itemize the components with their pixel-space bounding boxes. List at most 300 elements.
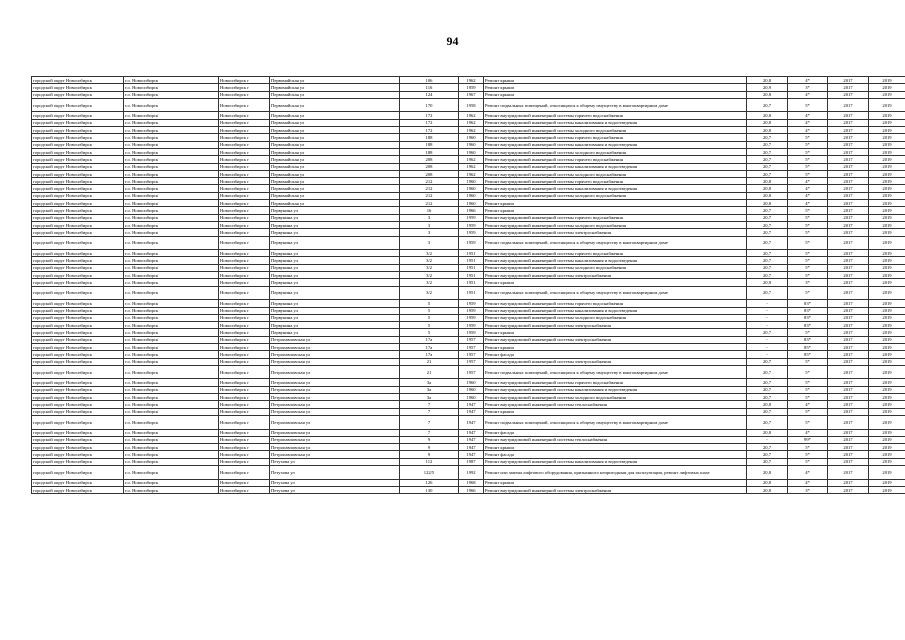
criterion-cell: 5* — [788, 386, 828, 393]
settlement-cell: Новосибирск г — [219, 127, 270, 134]
table-row — [32, 351, 905, 358]
criterion-cell: 5* — [788, 236, 828, 250]
build-year-cell: 1960 — [459, 178, 484, 185]
wear-percent-cell: 20,9 — [747, 279, 788, 286]
settlement-cell: Новосибирск г — [219, 229, 270, 236]
table-row — [32, 408, 905, 415]
wear-percent-cell: 20,9 — [747, 84, 788, 91]
end-year-cell: 2019 — [869, 444, 905, 451]
criterion-cell: 5* — [788, 394, 828, 401]
municipal-district-cell: городской округ Новосибирск — [32, 386, 124, 393]
criterion-cell: 5* — [788, 156, 828, 163]
settlement-cell: Новосибирск г — [219, 286, 270, 300]
build-year-cell: 1951 — [459, 279, 484, 286]
city-district-cell: г.о. Новосибирск — [124, 207, 219, 214]
table-row — [32, 286, 905, 300]
house-number-cell: 7 — [400, 429, 459, 436]
settlement-cell: Новосибирск г — [219, 307, 270, 314]
city-district-cell: г.о. Новосибирск — [124, 394, 219, 401]
work-type-cell: Ремонт внутридомовой инженерной системы горячего водоснабжения — [484, 300, 747, 307]
table-row — [32, 272, 905, 279]
wear-percent-cell: 20,8 — [747, 192, 788, 199]
municipal-district-cell: городской округ Новосибирск — [32, 486, 124, 493]
municipal-district-cell: городской округ Новосибирск — [32, 329, 124, 336]
settlement-cell: Новосибирск г — [219, 429, 270, 436]
settlement-cell: Новосибирск г — [219, 415, 270, 429]
street-cell: Первунина ул — [270, 229, 400, 236]
street-cell: Первомайская ул — [270, 84, 400, 91]
table-row — [32, 322, 905, 329]
city-district-cell: г.о. Новосибирск — [124, 300, 219, 307]
criterion-cell: 4* — [788, 91, 828, 98]
wear-percent-cell: 20,8 — [747, 77, 788, 84]
end-year-cell: 2019 — [869, 286, 905, 300]
table-row — [32, 200, 905, 207]
city-district-cell: г.о. Новосибирск — [124, 156, 219, 163]
table-row — [32, 379, 905, 386]
start-year-cell: 2017 — [828, 192, 869, 199]
start-year-cell: 2017 — [828, 343, 869, 350]
city-district-cell: г.о. Новосибирск — [124, 351, 219, 358]
end-year-cell: 2019 — [869, 401, 905, 408]
street-cell: Петухова ул — [270, 486, 400, 493]
start-year-cell: 2017 — [828, 141, 869, 148]
wear-percent-cell: 20,7 — [747, 156, 788, 163]
street-cell: Петропавловская ул — [270, 408, 400, 415]
end-year-cell: 2019 — [869, 264, 905, 271]
house-number-cell: 212 — [400, 192, 459, 199]
street-cell: Петропавловская ул — [270, 336, 400, 343]
end-year-cell: 2019 — [869, 77, 905, 84]
wear-percent-cell: 20,7 — [747, 250, 788, 257]
municipal-district-cell: городской округ Новосибирск — [32, 98, 124, 112]
build-year-cell: 1951 — [459, 250, 484, 257]
work-type-cell: Ремонт внутридомовой инженерной системы теплоснабжения — [484, 401, 747, 408]
build-year-cell: 1957 — [459, 365, 484, 379]
settlement-cell: Новосибирск г — [219, 214, 270, 221]
build-year-cell: 1960 — [459, 200, 484, 207]
table-row — [32, 458, 905, 465]
end-year-cell: 2019 — [869, 229, 905, 236]
municipal-district-cell: городской округ Новосибирск — [32, 466, 124, 480]
work-type-cell: Ремонт внутридомовой инженерной системы холодного водоснабжения — [484, 394, 747, 401]
city-district-cell: г.о. Новосибирск — [124, 192, 219, 199]
municipal-district-cell: городской округ Новосибирск — [32, 479, 124, 486]
wear-percent-cell: - — [747, 351, 788, 358]
city-district-cell: г.о. Новосибирск — [124, 221, 219, 228]
end-year-cell: 2019 — [869, 329, 905, 336]
build-year-cell: 1987 — [459, 458, 484, 465]
city-district-cell: г.о. Новосибирск — [124, 214, 219, 221]
municipal-district-cell: городской округ Новосибирск — [32, 322, 124, 329]
build-year-cell: 1962 — [459, 112, 484, 119]
start-year-cell: 2017 — [828, 429, 869, 436]
end-year-cell: 2019 — [869, 214, 905, 221]
table-row — [32, 300, 905, 307]
criterion-cell: 4* — [788, 479, 828, 486]
table-row — [32, 127, 905, 134]
table-row — [32, 336, 905, 343]
settlement-cell: Новосибирск г — [219, 148, 270, 155]
house-number-cell: 188 — [400, 148, 459, 155]
house-number-cell: 188 — [400, 134, 459, 141]
repair-schedule-table — [31, 76, 905, 494]
house-number-cell: 124 — [400, 91, 459, 98]
house-number-cell: 212 — [400, 185, 459, 192]
wear-percent-cell: 20,8 — [747, 479, 788, 486]
house-number-cell: 3/2 — [400, 257, 459, 264]
build-year-cell: 1967 — [459, 91, 484, 98]
settlement-cell: Новосибирск г — [219, 91, 270, 98]
criterion-cell: 5* — [788, 379, 828, 386]
work-type-cell: Ремонт фасада — [484, 351, 747, 358]
criterion-cell: 5* — [788, 141, 828, 148]
city-district-cell: г.о. Новосибирск — [124, 127, 219, 134]
end-year-cell: 2019 — [869, 163, 905, 170]
end-year-cell: 2019 — [869, 307, 905, 314]
build-year-cell: 1957 — [459, 351, 484, 358]
house-number-cell: 130 — [400, 486, 459, 493]
build-year-cell: 1959 — [459, 307, 484, 314]
wear-percent-cell: 20,7 — [747, 379, 788, 386]
build-year-cell: 1960 — [459, 386, 484, 393]
city-district-cell: г.о. Новосибирск — [124, 98, 219, 112]
end-year-cell: 2019 — [869, 408, 905, 415]
start-year-cell: 2017 — [828, 170, 869, 177]
settlement-cell: Новосибирск г — [219, 314, 270, 321]
work-type-cell: Ремонт крыши — [484, 408, 747, 415]
house-number-cell: 9 — [400, 444, 459, 451]
city-district-cell: г.о. Новосибирск — [124, 479, 219, 486]
settlement-cell: Новосибирск г — [219, 163, 270, 170]
settlement-cell: Новосибирск г — [219, 257, 270, 264]
criterion-cell: 5* — [788, 250, 828, 257]
table-row — [32, 386, 905, 393]
street-cell: Петропавловская ул — [270, 394, 400, 401]
table-row — [32, 207, 905, 214]
house-number-cell: 126 — [400, 479, 459, 486]
house-number-cell: 21 — [400, 365, 459, 379]
table-row — [32, 466, 905, 480]
work-type-cell: Ремонт подвальных помещений, относящихся к общему имуществу в многоквартирном доме — [484, 365, 747, 379]
start-year-cell: 2017 — [828, 415, 869, 429]
table-row — [32, 185, 905, 192]
work-type-cell: Ремонт внутридомовой инженерной системы горячего водоснабжения — [484, 134, 747, 141]
house-number-cell: 106 — [400, 77, 459, 84]
criterion-cell: 5* — [788, 272, 828, 279]
city-district-cell: г.о. Новосибирск — [124, 279, 219, 286]
city-district-cell: г.о. Новосибирск — [124, 329, 219, 336]
street-cell: Первомайская ул — [270, 178, 400, 185]
street-cell: Первомайская ул — [270, 170, 400, 177]
work-type-cell: Ремонт внутридомовой инженерной системы канализования и водоотведения — [484, 185, 747, 192]
municipal-district-cell: городской округ Новосибирск — [32, 300, 124, 307]
start-year-cell: 2017 — [828, 358, 869, 365]
house-number-cell: 3а — [400, 386, 459, 393]
street-cell: Петропавловская ул — [270, 451, 400, 458]
settlement-cell: Новосибирск г — [219, 112, 270, 119]
municipal-district-cell: городской округ Новосибирск — [32, 163, 124, 170]
municipal-district-cell: городской округ Новосибирск — [32, 279, 124, 286]
work-type-cell: Ремонт внутридомовой инженерной системы холодного водоснабжения — [484, 192, 747, 199]
criterion-cell: 5* — [788, 329, 828, 336]
criterion-cell: 4* — [788, 119, 828, 126]
criterion-cell: 5* — [788, 458, 828, 465]
criterion-cell: 5* — [788, 286, 828, 300]
criterion-cell: 4* — [788, 200, 828, 207]
city-district-cell: г.о. Новосибирск — [124, 264, 219, 271]
start-year-cell: 2017 — [828, 127, 869, 134]
start-year-cell: 2017 — [828, 257, 869, 264]
house-number-cell: 116 — [400, 84, 459, 91]
city-district-cell: г.о. Новосибирск — [124, 436, 219, 443]
wear-percent-cell: 20,7 — [747, 329, 788, 336]
criterion-cell: 83* — [788, 336, 828, 343]
settlement-cell: Новосибирск г — [219, 221, 270, 228]
build-year-cell: 1959 — [459, 236, 484, 250]
table-row — [32, 429, 905, 436]
table-row — [32, 214, 905, 221]
street-cell: Первомайская ул — [270, 112, 400, 119]
city-district-cell: г.о. Новосибирск — [124, 458, 219, 465]
start-year-cell: 2017 — [828, 386, 869, 393]
end-year-cell: 2019 — [869, 451, 905, 458]
municipal-district-cell: городской округ Новосибирск — [32, 436, 124, 443]
work-type-cell: Ремонт внутридомовой инженерной системы горячего водоснабжения — [484, 379, 747, 386]
work-type-cell: Ремонт крыши — [484, 91, 747, 98]
build-year-cell: 1957 — [459, 343, 484, 350]
criterion-cell: 4* — [788, 429, 828, 436]
work-type-cell: Ремонт внутридомовой инженерной системы электроснабжения — [484, 229, 747, 236]
criterion-cell: 5* — [788, 264, 828, 271]
wear-percent-cell: 20,7 — [747, 229, 788, 236]
wear-percent-cell: 20,8 — [747, 127, 788, 134]
street-cell: Первомайская ул — [270, 91, 400, 98]
table-row — [32, 163, 905, 170]
criterion-cell: 4* — [788, 185, 828, 192]
end-year-cell: 2019 — [869, 156, 905, 163]
city-district-cell: г.о. Новосибирск — [124, 77, 219, 84]
municipal-district-cell: городской округ Новосибирск — [32, 112, 124, 119]
build-year-cell: 1962 — [459, 77, 484, 84]
end-year-cell: 2019 — [869, 148, 905, 155]
house-number-cell: 208 — [400, 156, 459, 163]
wear-percent-cell: - — [747, 343, 788, 350]
work-type-cell: Ремонт крыши — [484, 279, 747, 286]
work-type-cell: Ремонт внутридомовой инженерной системы холодного водоснабжения — [484, 264, 747, 271]
city-district-cell: г.о. Новосибирск — [124, 91, 219, 98]
street-cell: Петропавловская ул — [270, 358, 400, 365]
wear-percent-cell: 20,7 — [747, 207, 788, 214]
settlement-cell: Новосибирск г — [219, 264, 270, 271]
wear-percent-cell: 20,7 — [747, 98, 788, 112]
build-year-cell: 1959 — [459, 214, 484, 221]
street-cell: Первунина ул — [270, 207, 400, 214]
settlement-cell: Новосибирск г — [219, 279, 270, 286]
street-cell: Первомайская ул — [270, 98, 400, 112]
house-number-cell: 3 — [400, 229, 459, 236]
city-district-cell: г.о. Новосибирск — [124, 119, 219, 126]
work-type-cell: Ремонт крыши — [484, 77, 747, 84]
table-row — [32, 479, 905, 486]
street-cell: Первунина ул — [270, 236, 400, 250]
start-year-cell: 2017 — [828, 300, 869, 307]
work-type-cell: Ремонт внутридомовой инженерной системы электроснабжения — [484, 336, 747, 343]
criterion-cell: 5* — [788, 415, 828, 429]
end-year-cell: 2019 — [869, 98, 905, 112]
city-district-cell: г.о. Новосибирск — [124, 343, 219, 350]
city-district-cell: г.о. Новосибирск — [124, 358, 219, 365]
criterion-cell: 5* — [788, 134, 828, 141]
build-year-cell: 1960 — [459, 185, 484, 192]
settlement-cell: Новосибирск г — [219, 436, 270, 443]
street-cell: Первомайская ул — [270, 148, 400, 155]
table-row — [32, 236, 905, 250]
start-year-cell: 2017 — [828, 379, 869, 386]
municipal-district-cell: городской округ Новосибирск — [32, 134, 124, 141]
build-year-cell: 1947 — [459, 401, 484, 408]
end-year-cell: 2019 — [869, 272, 905, 279]
start-year-cell: 2017 — [828, 286, 869, 300]
municipal-district-cell: городской округ Новосибирск — [32, 250, 124, 257]
start-year-cell: 2017 — [828, 408, 869, 415]
settlement-cell: Новосибирск г — [219, 408, 270, 415]
city-district-cell: г.о. Новосибирск — [124, 236, 219, 250]
street-cell: Петропавловская ул — [270, 429, 400, 436]
start-year-cell: 2017 — [828, 119, 869, 126]
settlement-cell: Новосибирск г — [219, 394, 270, 401]
end-year-cell: 2019 — [869, 429, 905, 436]
end-year-cell: 2019 — [869, 207, 905, 214]
criterion-cell: 4* — [788, 112, 828, 119]
house-number-cell: 172 — [400, 127, 459, 134]
street-cell: Первомайская ул — [270, 185, 400, 192]
criterion-cell: 5* — [788, 229, 828, 236]
build-year-cell: 1951 — [459, 286, 484, 300]
work-type-cell: Ремонт или замена лифтового оборудования, признанного непригодным для эксплуатации, ремонт лифтовых шахт — [484, 466, 747, 480]
build-year-cell: 1957 — [459, 336, 484, 343]
wear-percent-cell: - — [747, 336, 788, 343]
table-row — [32, 343, 905, 350]
build-year-cell: 1959 — [459, 300, 484, 307]
criterion-cell: 5* — [788, 365, 828, 379]
wear-percent-cell: 20,8 — [747, 486, 788, 493]
end-year-cell: 2019 — [869, 185, 905, 192]
work-type-cell: Ремонт внутридомовой инженерной системы горячего водоснабжения — [484, 250, 747, 257]
house-number-cell: 7 — [400, 408, 459, 415]
city-district-cell: г.о. Новосибирск — [124, 307, 219, 314]
table-row — [32, 451, 905, 458]
work-type-cell: Ремонт подвальных помещений, относящихся к общему имуществу в многоквартирном доме — [484, 236, 747, 250]
table-row — [32, 250, 905, 257]
street-cell: Первунина ул — [270, 257, 400, 264]
end-year-cell: 2019 — [869, 250, 905, 257]
criterion-cell: 83* — [788, 300, 828, 307]
criterion-cell: 5* — [788, 148, 828, 155]
street-cell: Первунина ул — [270, 300, 400, 307]
wear-percent-cell: 20,7 — [747, 163, 788, 170]
house-number-cell: 208 — [400, 163, 459, 170]
municipal-district-cell: городской округ Новосибирск — [32, 119, 124, 126]
criterion-cell: 5* — [788, 207, 828, 214]
end-year-cell: 2019 — [869, 386, 905, 393]
end-year-cell: 2019 — [869, 257, 905, 264]
municipal-district-cell: городской округ Новосибирск — [32, 264, 124, 271]
house-number-cell: 9 — [400, 436, 459, 443]
city-district-cell: г.о. Новосибирск — [124, 257, 219, 264]
criterion-cell: 85* — [788, 351, 828, 358]
start-year-cell: 2017 — [828, 351, 869, 358]
build-year-cell: 1960 — [459, 148, 484, 155]
city-district-cell: г.о. Новосибирск — [124, 415, 219, 429]
criterion-cell: 5* — [788, 444, 828, 451]
house-number-cell: 122/5 — [400, 466, 459, 480]
end-year-cell: 2019 — [869, 84, 905, 91]
city-district-cell: г.о. Новосибирск — [124, 229, 219, 236]
settlement-cell: Новосибирск г — [219, 77, 270, 84]
house-number-cell: 3/2 — [400, 250, 459, 257]
start-year-cell: 2017 — [828, 322, 869, 329]
start-year-cell: 2017 — [828, 458, 869, 465]
city-district-cell: г.о. Новосибирск — [124, 379, 219, 386]
municipal-district-cell: городской округ Новосибирск — [32, 272, 124, 279]
work-type-cell: Ремонт внутридомовой инженерной системы канализования и водоотведения — [484, 386, 747, 393]
house-number-cell: 212 — [400, 200, 459, 207]
table-row — [32, 257, 905, 264]
wear-percent-cell: - — [747, 314, 788, 321]
start-year-cell: 2017 — [828, 394, 869, 401]
wear-percent-cell: 20,8 — [747, 112, 788, 119]
city-district-cell: г.о. Новосибирск — [124, 84, 219, 91]
start-year-cell: 2017 — [828, 444, 869, 451]
wear-percent-cell: 20,7 — [747, 451, 788, 458]
settlement-cell: Новосибирск г — [219, 185, 270, 192]
settlement-cell: Новосибирск г — [219, 379, 270, 386]
municipal-district-cell: городской округ Новосибирск — [32, 91, 124, 98]
work-type-cell: Ремонт крыши — [484, 207, 747, 214]
end-year-cell: 2019 — [869, 170, 905, 177]
wear-percent-cell: 20,7 — [747, 214, 788, 221]
house-number-cell: 188 — [400, 141, 459, 148]
settlement-cell: Новосибирск г — [219, 250, 270, 257]
build-year-cell: 1947 — [459, 429, 484, 436]
city-district-cell: г.о. Новосибирск — [124, 185, 219, 192]
street-cell: Первомайская ул — [270, 156, 400, 163]
work-type-cell: Ремонт крыши — [484, 444, 747, 451]
settlement-cell: Новосибирск г — [219, 170, 270, 177]
build-year-cell: 1959 — [459, 322, 484, 329]
municipal-district-cell: городской округ Новосибирск — [32, 221, 124, 228]
work-type-cell: Ремонт внутридомовой инженерной системы теплоснабжения — [484, 436, 747, 443]
municipal-district-cell: городской округ Новосибирск — [32, 156, 124, 163]
end-year-cell: 2019 — [869, 91, 905, 98]
build-year-cell: 1957 — [459, 358, 484, 365]
house-number-cell: 17а — [400, 351, 459, 358]
criterion-cell: 5* — [788, 214, 828, 221]
start-year-cell: 2017 — [828, 279, 869, 286]
street-cell: Петропавловская ул — [270, 351, 400, 358]
criterion-cell: 5* — [788, 221, 828, 228]
municipal-district-cell: городской округ Новосибирск — [32, 170, 124, 177]
street-cell: Петропавловская ул — [270, 415, 400, 429]
criterion-cell: 83* — [788, 307, 828, 314]
end-year-cell: 2019 — [869, 279, 905, 286]
settlement-cell: Новосибирск г — [219, 486, 270, 493]
house-number-cell: 3а — [400, 394, 459, 401]
table-row — [32, 119, 905, 126]
work-type-cell: Ремонт крыши — [484, 479, 747, 486]
criterion-cell: 5* — [788, 170, 828, 177]
